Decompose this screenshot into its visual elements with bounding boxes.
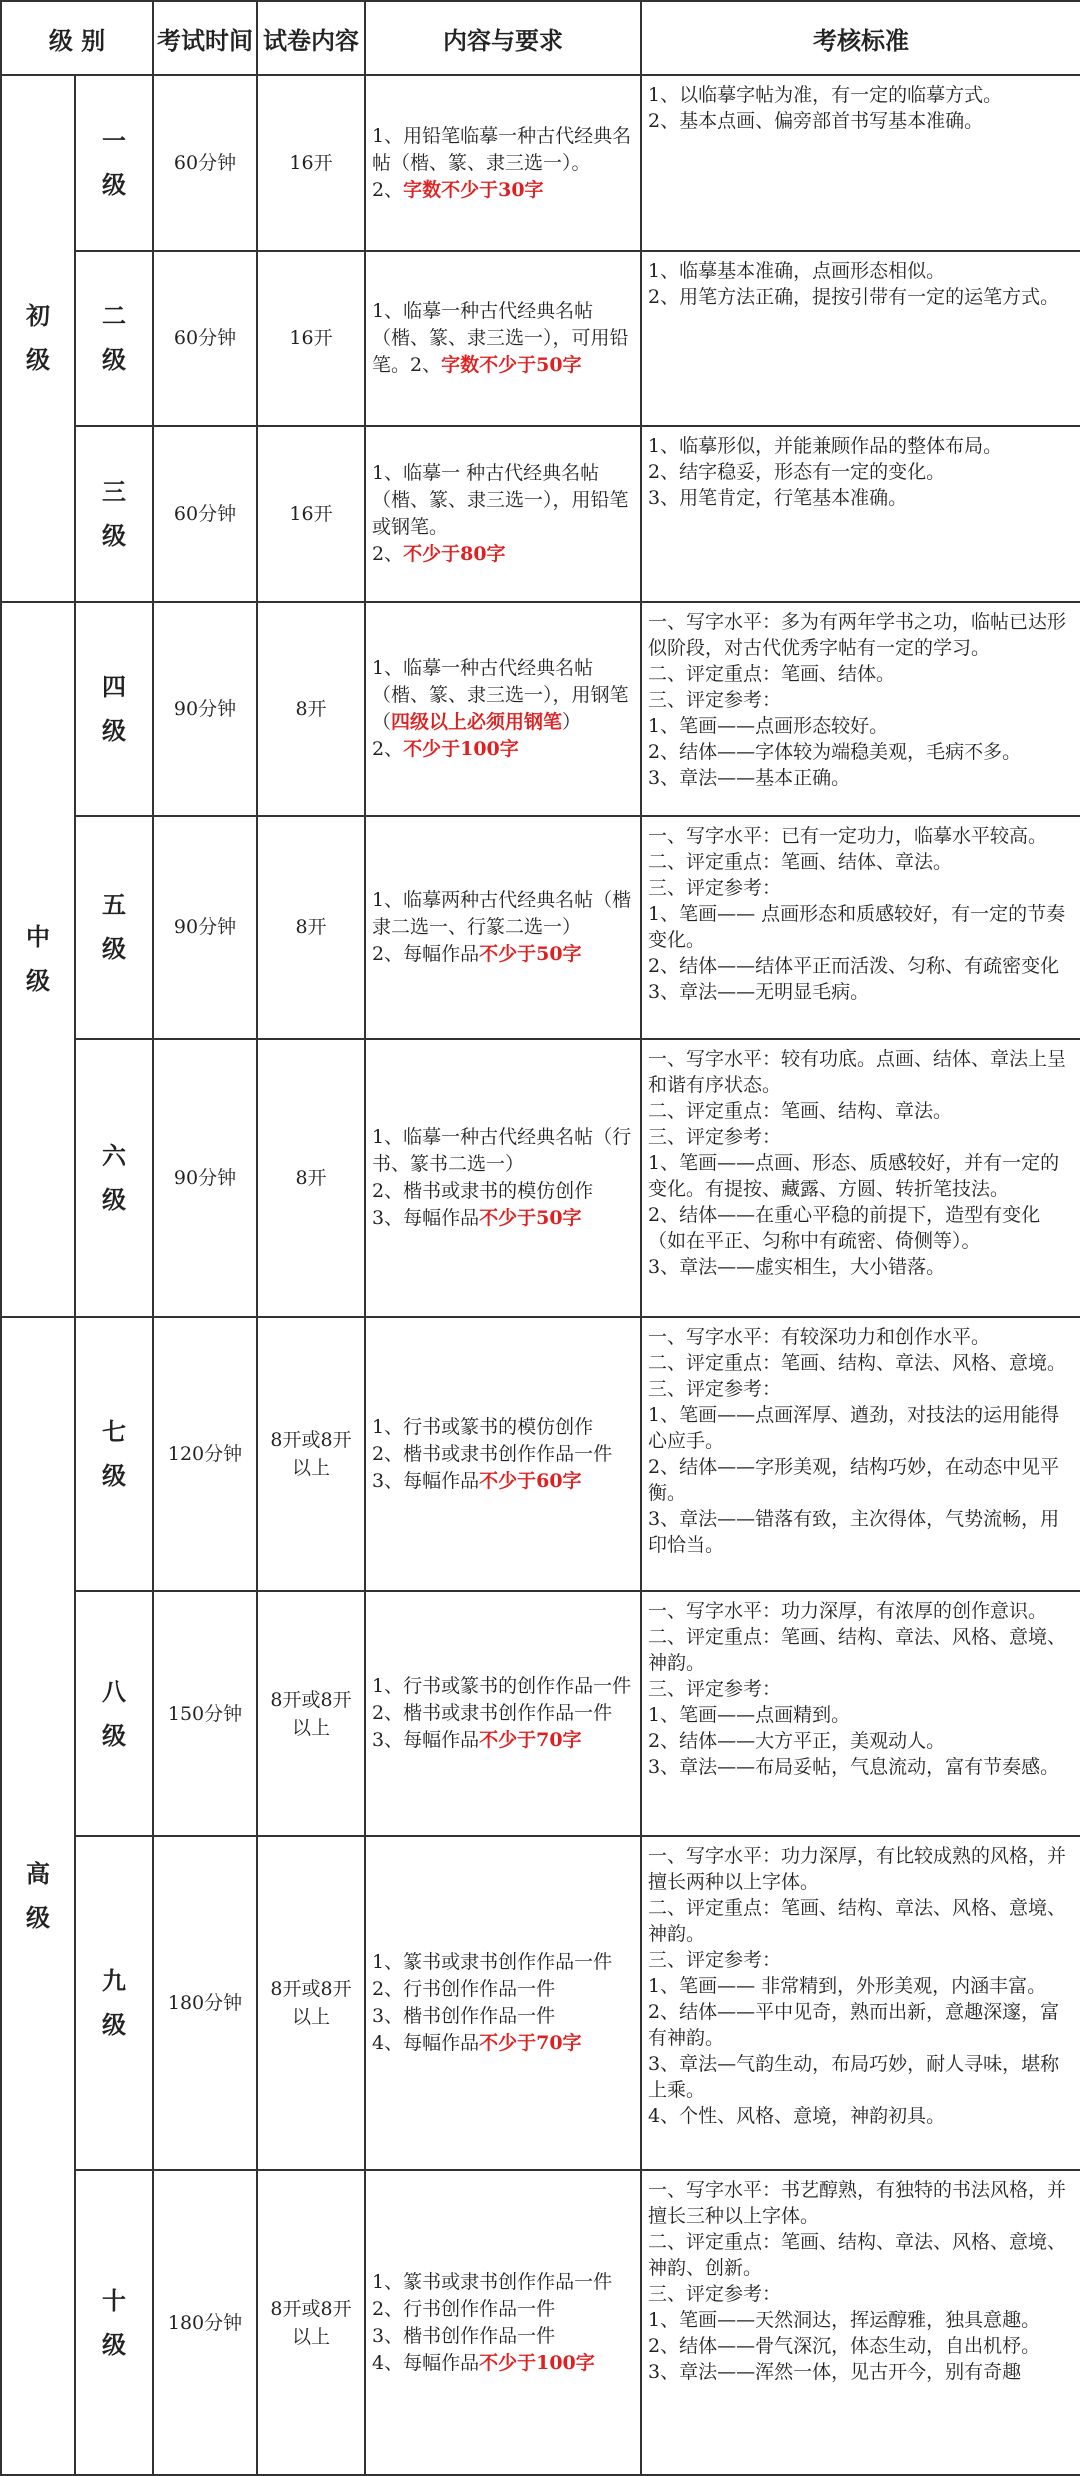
content-line [372, 1468, 634, 1495]
content-text: 1、临摹一种古代经典名帖（行书、篆书二选一） [372, 1125, 632, 1175]
standard-line: 1、临摹形似，并能兼顾作品的整体布局。 [648, 434, 1003, 457]
assessment-standard-cell [641, 816, 1080, 1038]
table-row [1, 602, 1080, 816]
paper-size-cell: 8开或8开以上 [257, 1317, 365, 1591]
standard-line: 一、写字水平：功力深厚，有比较成熟的风格，并擅长两种以上字体。 [648, 1844, 1067, 1893]
exam-time-cell: 60分钟 [153, 75, 257, 251]
content-line [372, 1205, 634, 1232]
table-row [1, 251, 1080, 425]
table-row [1, 2170, 1080, 2475]
content-highlight: 不少于70字 [479, 1729, 582, 1752]
content-line [372, 1178, 634, 1205]
level-char: 九 [102, 1966, 126, 1996]
standard-line: 2、结体——字体较为端稳美观，毛病不多。 [648, 740, 1022, 763]
standard-line: 3、章法——基本正确。 [648, 766, 851, 789]
standard-line: 一、写字水平：已有一定功力，临摹水平较高。 二、评定重点：笔画、结体、章法。 [648, 825, 1048, 874]
exam-time-cell: 90分钟 [153, 1039, 257, 1317]
content-highlight: 不少于100字 [403, 738, 519, 761]
table-row [1, 1836, 1080, 2171]
assessment-standard-cell [641, 75, 1080, 251]
standard-line: 3、章法——错落有致，主次得体，气势流畅，用印恰当。 [648, 1508, 1060, 1556]
paper-size-cell: 8开或8开以上 [257, 2170, 365, 2475]
content-text: 2、行书创作作品一件 [372, 1978, 556, 2001]
table-row [1, 1591, 1080, 1835]
header-paper-size: 试卷内容 [257, 1, 365, 75]
standard-line: 2、结体——骨气深沉，体态生动，自出机杼。 [648, 2335, 1041, 2358]
content-text: 3、每幅作品 [372, 1206, 480, 1229]
standard-line: 1、笔画——点画精到。 [648, 1704, 851, 1727]
exam-time-cell: 60分钟 [153, 251, 257, 425]
level-char: 十 [102, 2285, 126, 2315]
content-line [372, 1414, 634, 1441]
content-highlight: 不少于60字 [479, 1469, 582, 1492]
level-cell [75, 1317, 153, 1591]
content-highlight: 不少于80字 [403, 542, 506, 565]
standard-line: 2、结体——大方平正，美观动人。 [648, 1730, 946, 1753]
content-text: 1、行书或篆书的创作作品一件 [372, 1675, 632, 1698]
level-char: 五 [102, 890, 126, 920]
table-row [1, 816, 1080, 1038]
standard-line: 3、章法——虚实相生，大小错落。 [648, 1255, 946, 1278]
content-highlight: 字数不少于30字 [403, 178, 544, 201]
content-text: 1、用铅笔临摹一种古代经典名帖（楷、篆、隶三选一）。 [372, 124, 632, 174]
content-text: 4、每幅作品 [372, 2351, 480, 2374]
content-line [372, 2350, 634, 2377]
standard-line: 二、评定重点：笔画、结构、章法、风格、意境、神韵、创新。 [648, 2231, 1067, 2280]
content-requirements-cell [365, 1039, 641, 1317]
level-char: 六 [102, 1140, 126, 1170]
content-line [372, 2296, 634, 2323]
standard-line: 1、笔画——点画浑厚、遒劲，对技法的运用能得心应手。 [648, 1404, 1060, 1452]
standard-line: 2、结体——字形美观，结构巧妙，在动态中见平衡。 [648, 1456, 1060, 1504]
exam-time-cell: 180分钟 [153, 1836, 257, 2171]
header-exam-time: 考试时间 [153, 1, 257, 75]
level-char: 四 [102, 672, 126, 702]
level-group-char: 级 [26, 1903, 50, 1932]
level-cell [75, 1039, 153, 1317]
content-text: 3、每幅作品 [372, 1469, 480, 1492]
content-text: 2、楷书或隶书创作作品一件 [372, 1442, 613, 1465]
content-line [372, 1976, 634, 2003]
level-char: 级 [102, 345, 126, 375]
content-text: ） [562, 711, 582, 734]
content-requirements-cell [365, 602, 641, 816]
level-char: 级 [102, 2010, 126, 2040]
standard-line: 1、笔画—— 点画形态和质感较好，有一定的节奏变化。 [648, 903, 1066, 952]
standard-line: 2、结体——在重心平稳的前提下，造型有变化（如在平正、匀称中有疏密、倚侧等）。 [648, 1203, 1041, 1252]
exam-time-cell: 60分钟 [153, 426, 257, 602]
content-line [372, 887, 634, 941]
level-char: 一 [102, 126, 126, 156]
content-text: 3、每幅作品 [372, 1729, 480, 1752]
level-char: 级 [102, 716, 126, 746]
table-body [1, 75, 1080, 2475]
exam-time-cell: 180分钟 [153, 2170, 257, 2475]
content-line [372, 1727, 634, 1754]
content-line [372, 460, 634, 541]
exam-time-cell: 90分钟 [153, 602, 257, 816]
standard-line: 4、个性、风格、意境，神韵初具。 [648, 2104, 946, 2127]
standard-line: 1、笔画——天然洞达，挥运醇雅，独具意趣。 [648, 2309, 1041, 2332]
assessment-standard-cell [641, 602, 1080, 816]
content-requirements-cell [365, 1591, 641, 1835]
standard-line: 2、用笔方法正确，提按引带有一定的运笔方式。 [648, 286, 1060, 309]
content-line [372, 177, 634, 204]
standard-line: 2、基本点画、偏旁部首书写基本准确。 [648, 110, 984, 132]
standard-line: 三、评定参考： [648, 688, 782, 711]
level-cell [75, 1836, 153, 2171]
assessment-standard-cell [641, 2170, 1080, 2475]
standard-line: 1、笔画——点画形态较好。 [648, 714, 889, 737]
content-line [372, 1124, 634, 1178]
content-text: 1、篆书或隶书创作作品一件 [372, 2270, 613, 2293]
standard-line: 一、写字水平：书艺醇熟，有独特的书法风格，并擅长三种以上字体。 [648, 2179, 1067, 2228]
content-requirements-cell [365, 251, 641, 425]
content-text: 2、 [372, 542, 404, 565]
standard-line: 二、评定重点：笔画、结体。 [648, 662, 896, 685]
standard-line: 3、用笔肯定，行笔基本准确。 [648, 486, 908, 509]
exam-time-cell: 150分钟 [153, 1591, 257, 1835]
paper-size-cell: 16开 [257, 251, 365, 425]
content-requirements-cell [365, 75, 641, 251]
level-char: 八 [102, 1676, 126, 1706]
level-char: 级 [102, 1184, 126, 1214]
level-group-cell [1, 75, 75, 602]
standard-line: 一、写字水平：较有功底。点画、结体、章法上呈和谐有序状态。 [648, 1047, 1067, 1096]
content-text: 2、楷书或隶书的模仿创作 [372, 1179, 594, 1202]
level-char: 级 [102, 1720, 126, 1750]
content-text: 1、临摹一种古代经典名帖（楷、篆、隶三选一），可用铅笔。2、 [372, 299, 629, 376]
content-text: 1、临摹两种古代经典名帖（楷隶二选一、行篆二选一） [372, 888, 632, 938]
standard-line: 1、以临摹字帖为准，有一定的临摹方式。 [648, 84, 1003, 106]
standard-line: 3、章法——布局妥帖，气息流动，富有节奏感。 [648, 1756, 1060, 1779]
table-row [1, 1039, 1080, 1317]
level-group-char: 初 [26, 301, 50, 331]
standard-line: 一、写字水平：功力深厚，有浓厚的创作意识。 [648, 1600, 1048, 1623]
content-text: 2、 [372, 738, 404, 761]
content-text: 1、篆书或隶书创作作品一件 [372, 1951, 613, 1974]
paper-size-cell: 16开 [257, 426, 365, 602]
level-group-char: 级 [26, 966, 50, 996]
content-line [372, 2269, 634, 2296]
standard-line: 3、章法——浑然一体，见古开今，别有奇趣 [648, 2361, 1022, 2384]
standard-line: 一、写字水平：多为有两年学书之功，临帖已达形似阶段，对古代优秀字帖有一定的学习。 [648, 610, 1067, 659]
content-line [372, 541, 634, 568]
header-content-requirements: 内容与要求 [365, 1, 641, 75]
assessment-standard-cell [641, 426, 1080, 602]
content-highlight: 四级以上必须用钢笔 [391, 711, 563, 734]
standard-line: 1、临摹基本准确，点画形态相似。 [648, 260, 946, 283]
standard-line: 1、笔画——点画、形态、质感较好，并有一定的变化。有提按、藏露、方圆、转折笔技法。 [648, 1151, 1060, 1200]
table-row [1, 426, 1080, 602]
standard-line: 二、评定重点：笔画、结构、章法、风格、意境、神韵。 [648, 1896, 1067, 1945]
standard-line: 2、结字稳妥，形态有一定的变化。 [648, 460, 946, 483]
content-highlight: 不少于100字 [479, 2351, 595, 2374]
level-char: 级 [102, 934, 126, 964]
assessment-standard-cell [641, 251, 1080, 425]
table-row [1, 75, 1080, 251]
paper-size-cell: 16开 [257, 75, 365, 251]
paper-size-cell: 8开 [257, 816, 365, 1038]
standard-line: 3、章法——无明显毛病。 [648, 981, 870, 1004]
content-line [372, 123, 634, 177]
content-line [372, 1673, 634, 1700]
level-cell [75, 2170, 153, 2475]
content-text: 1、临摹一 种古代经典名帖（楷、篆、隶三选一），用铅笔或钢笔。 [372, 461, 629, 538]
content-highlight: 不少于50字 [479, 942, 582, 965]
standard-line: 二、评定重点：笔画、结构、章法、风格、意境、神韵。 [648, 1626, 1067, 1675]
content-highlight: 不少于70字 [479, 2032, 582, 2055]
header-assessment-standard: 考核标准 [641, 1, 1080, 75]
content-line [372, 1949, 634, 1976]
content-line [372, 298, 634, 379]
header-row [1, 1, 1080, 75]
paper-size-cell: 8开 [257, 602, 365, 816]
content-line [372, 941, 634, 968]
content-requirements-cell [365, 426, 641, 602]
content-text: 4、每幅作品 [372, 2032, 480, 2055]
level-char: 二 [102, 301, 126, 331]
level-group-cell [1, 1317, 75, 2475]
standard-line: 二、评定重点：笔画、结构、章法、风格、意境。三、评定参考： [648, 1352, 1067, 1400]
content-text: 2、楷书或隶书创作作品一件 [372, 1702, 613, 1725]
standard-line: 二、评定重点：笔画、结构、章法。 [648, 1099, 953, 1122]
level-cell [75, 426, 153, 602]
standard-line: 三、评定参考： [648, 1678, 782, 1701]
level-group-cell [1, 602, 75, 1317]
content-line [372, 2003, 634, 2030]
content-text: 2、每幅作品 [372, 942, 480, 965]
exam-time-cell: 120分钟 [153, 1317, 257, 1591]
content-line [372, 1700, 634, 1727]
assessment-standard-cell [641, 1591, 1080, 1835]
level-cell [75, 251, 153, 425]
level-char: 三 [102, 476, 126, 506]
assessment-standard-cell [641, 1039, 1080, 1317]
content-requirements-cell [365, 2170, 641, 2475]
level-char: 级 [102, 1461, 126, 1491]
level-char: 七 [102, 1417, 126, 1447]
content-requirements-cell [365, 1836, 641, 2171]
level-cell [75, 816, 153, 1038]
standard-line: 2、结体——结体平正而活泼、匀称、有疏密变化 [648, 955, 1060, 978]
content-text: 1、临摹一种古代经典名帖（楷、篆、隶三选一），用钢笔（ [372, 657, 629, 734]
content-highlight: 字数不少于50字 [441, 353, 582, 376]
content-text: 3、楷书创作作品一件 [372, 2005, 556, 2028]
standard-line: 一、写字水平：有较深功力和创作水平。 [648, 1326, 991, 1348]
level-cell [75, 1591, 153, 1835]
paper-size-cell: 8开或8开以上 [257, 1836, 365, 2171]
header-level: 级 别 [1, 1, 153, 75]
level-char: 级 [102, 2329, 126, 2359]
level-group-char: 高 [26, 1859, 50, 1888]
content-line [372, 655, 634, 736]
paper-size-cell: 8开或8开以上 [257, 1591, 365, 1835]
level-char: 级 [102, 170, 126, 200]
content-highlight: 不少于50字 [479, 1206, 582, 1229]
content-text: 2、行书创作作品一件 [372, 2297, 556, 2320]
assessment-standard-cell [641, 1317, 1080, 1591]
content-text: 2、 [372, 178, 404, 201]
level-cell [75, 75, 153, 251]
standard-line: 三、评定参考： [648, 2283, 782, 2306]
content-text: 1、行书或篆书的模仿创作 [372, 1415, 594, 1438]
level-cell [75, 602, 153, 816]
assessment-standard-cell [641, 1836, 1080, 2171]
exam-time-cell: 90分钟 [153, 816, 257, 1038]
level-group-char: 中 [26, 922, 50, 952]
standard-line: 三、评定参考： [648, 1125, 782, 1148]
standard-line: 1、笔画—— 非常精到，外形美观，内涵丰富。 [648, 1974, 1047, 1997]
level-char: 级 [102, 520, 126, 550]
standard-line: 三、评定参考： [648, 1948, 782, 1971]
content-text: 3、楷书创作作品一件 [372, 2324, 556, 2347]
content-line [372, 2323, 634, 2350]
content-line [372, 1441, 634, 1468]
standard-line: 三、评定参考： [648, 877, 782, 900]
table-row [1, 1317, 1080, 1591]
content-requirements-cell [365, 1317, 641, 1591]
content-requirements-cell [365, 816, 641, 1038]
paper-size-cell: 8开 [257, 1039, 365, 1317]
standard-line: 3、章法—气韵生动，布局巧妙，耐人寻味，堪称上乘。 [648, 2052, 1060, 2101]
content-line [372, 2030, 634, 2057]
content-line [372, 736, 634, 763]
level-group-char: 级 [26, 345, 50, 375]
standard-line: 2、结体——平中见奇，熟而出新，意趣深邃，富有神韵。 [648, 2000, 1060, 2049]
